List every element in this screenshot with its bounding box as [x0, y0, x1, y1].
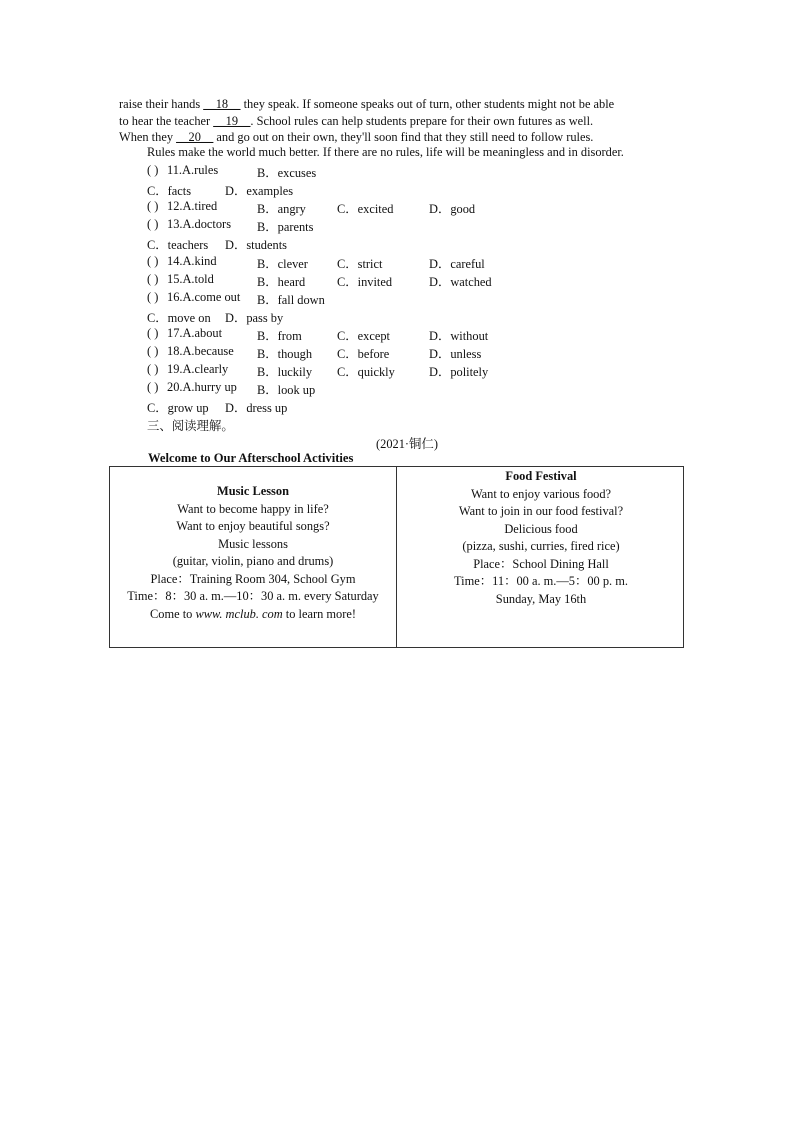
food-time: Time：11：00 a. m.—5：00 p. m. [454, 574, 628, 588]
passage-line-1: raise their hands __18__ they speak. If someone speaks out of turn, other students might not be able [119, 97, 615, 111]
cloze-passage [119, 96, 675, 146]
option-d: D．dress up [225, 401, 288, 416]
passage-line-4: Rules make the world much better. If there are no rules, life will be meaningless and in disorder. [147, 145, 624, 159]
passage-line-3: When they __20__ and go out on their own, they'll soon find that they still need to follow rules. [119, 130, 594, 144]
option-c: C．except [337, 328, 390, 343]
option-d: D．examples [225, 184, 294, 199]
music-place: Place：Training Room 304, School Gym [150, 571, 356, 586]
option-c: C．teachers [147, 238, 209, 253]
answer-bracket: ( ) [147, 344, 159, 358]
music-line-3: Music lessons [218, 536, 288, 551]
answer-bracket: ( ) [147, 199, 159, 214]
option-b: B．though [257, 347, 313, 361]
option-c: C．excited [337, 202, 394, 217]
blank-20: __20__ [176, 130, 214, 144]
food-festival-cell [397, 467, 685, 608]
option-b: B．excuses [257, 166, 317, 180]
activities-table [109, 466, 684, 648]
option-a: 14.A.kind [167, 253, 217, 268]
food-line-2: Want to join in our food festival? [458, 504, 624, 518]
answer-bracket: ( ) [147, 380, 159, 395]
option-a: 20.A.hurry up [167, 380, 237, 395]
music-more: Come to www. mclub. com to learn more! [150, 606, 356, 621]
answer-bracket: ( ) [147, 271, 159, 286]
food-place: Place：School Dining Hall [473, 556, 609, 571]
option-c: C．grow up [147, 401, 209, 416]
option-b: B．heard [257, 274, 306, 289]
food-date: Sunday, May 16th [495, 591, 587, 606]
option-a: 11.A.rules [167, 163, 219, 177]
option-c: C．move on [147, 310, 211, 325]
answer-bracket: ( ) [147, 325, 159, 340]
option-d: D．pass by [225, 310, 284, 325]
option-d: D．careful [429, 256, 485, 271]
source-tag: (2021·铜仁) [376, 437, 438, 451]
music-line-1: Want to become happy in life? [177, 501, 329, 516]
food-line-1: Want to enjoy various food? [470, 486, 612, 501]
option-d: D．students [225, 238, 287, 253]
option-b: B．luckily [257, 365, 313, 380]
option-a: 13.A.doctors [167, 217, 232, 232]
food-heading: Food Festival [505, 469, 577, 483]
option-a: 15.A.told [167, 271, 214, 286]
notice-title: Welcome to Our Afterschool Activities [148, 451, 354, 465]
option-b: B．look up [257, 383, 316, 398]
answer-bracket: ( ) [147, 253, 159, 268]
option-c: C．strict [337, 256, 383, 271]
option-b: B．parents [257, 220, 314, 235]
music-line-2: Want to enjoy beautiful songs? [176, 519, 330, 533]
option-d: D．without [429, 328, 489, 343]
option-d: D．watched [429, 274, 492, 289]
option-a: 19.A.clearly [167, 362, 229, 377]
music-lesson-cell [110, 467, 396, 623]
answer-bracket: ( ) [147, 217, 159, 232]
passage-line-2: to hear the teacher __19__. School rules can help students prepare for their own futures as well. [119, 113, 594, 128]
blank-19: __19__ [213, 113, 251, 128]
option-a: 17.A.about [167, 325, 223, 340]
answer-bracket: ( ) [147, 163, 159, 177]
food-line-3: Delicious food [504, 521, 578, 536]
option-b: B．from [257, 328, 302, 343]
option-c: C．before [337, 347, 390, 361]
option-c: C．quickly [337, 365, 395, 380]
option-c: C．invited [337, 274, 393, 289]
option-d: D．good [429, 202, 476, 217]
option-b: B．clever [257, 256, 308, 271]
answer-bracket: ( ) [147, 362, 159, 377]
music-line-4: (guitar, violin, piano and drums) [172, 554, 334, 568]
option-d: D．unless [429, 347, 482, 361]
music-time: Time：8：30 a. m.—10：30 a. m. every Saturday [127, 589, 379, 603]
option-c: C．facts [147, 184, 192, 199]
music-heading: Music Lesson [217, 484, 289, 498]
option-a: 16.A.come out [167, 289, 241, 304]
section-heading: 三、阅读理解。 [147, 418, 234, 433]
option-b: B．fall down [257, 292, 325, 307]
food-line-4: (pizza, sushi, curries, fired rice) [462, 539, 620, 553]
answer-bracket: ( ) [147, 289, 159, 304]
option-a: 18.A.because [167, 344, 234, 358]
option-b: B．angry [257, 202, 306, 217]
blank-18: __18__ [203, 97, 241, 111]
option-a: 12.A.tired [167, 199, 218, 214]
option-d: D．politely [429, 365, 489, 380]
music-url: www. mclub. com [195, 606, 283, 621]
